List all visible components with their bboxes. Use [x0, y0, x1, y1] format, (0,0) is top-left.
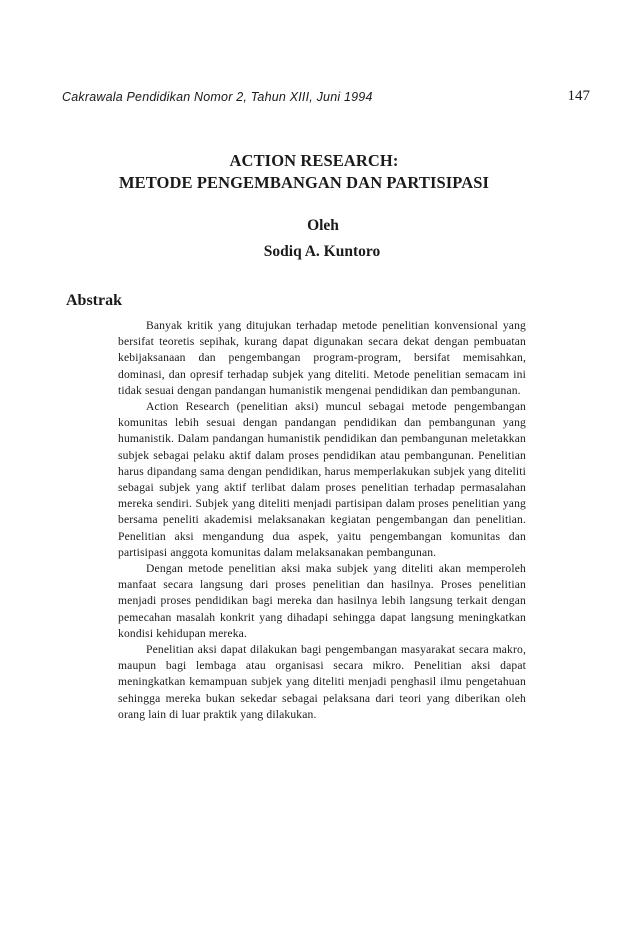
abstract-paragraph: Penelitian aksi dapat dilakukan bagi pengembangan masyarakat secara makro, maupun bagi lembaga atau organisasi secara mikro. Penelitian aksi dapat meningkatkan kemampuan subjek yang diteliti menjadi penghasil ilmu pengetahuan sehingga mereka bukan sekedar sebagai pelaksana dari teori yang diberikan oleh orang lain di luar praktik yang dilakukan.: [118, 643, 526, 721]
abstract-body: [118, 318, 526, 723]
running-header: [62, 88, 590, 108]
article-title: [0, 150, 638, 194]
byline: [0, 214, 638, 264]
author-name: Sodiq A. Kuntoro: [263, 243, 381, 260]
byline-label: Oleh: [307, 217, 339, 234]
abstract-paragraph: Action Research (penelitian aksi) muncul sebagai metode pengembangan komunitas lebih sesuai dengan pandangan pendidikan dan pembangunan yang humanistik. Dalam pandangan humanistik pendidikan dan pembangunan meletakkan subjek sebagai pelaku aktif dalam proses pendidikan atau pembangunan. Penelitian harus dipandang sama dengan pendidikan, harus memperlakukan subjek yang diteliti sebagai subjek yang aktif terlibat dalam proses penelitian terhadap permasalahan mereka sendiri. Subjek yang diteliti menjadi partisipan dalam proses penelitian yang bersama peneliti akademisi melaksanakan kegiatan pengembangan dan penelitian. Penelitian aksi mengandung dua aspek, yaitu pengembangan komunitas dan partisipasi anggota komunitas dalam melaksanakan pembangunan.: [118, 400, 526, 559]
title-line-1: ACTION RESEARCH:: [229, 151, 399, 170]
journal-citation: Cakrawala Pendidikan Nomor 2, Tahun XIII, Juni 1994: [62, 90, 373, 104]
page-number: 147: [567, 88, 590, 104]
abstract-paragraph: Banyak kritik yang ditujukan terhadap metode penelitian konvensional yang bersifat teoretis sepihak, kurang dapat digunakan secara dekat dengan pembuatan kebijaksanaan dan pengembangan program-program, bersifat memisahkan, dominasi, dan opresif terhadap subjek yang diteliti. Metode penelitian semacam ini tidak sesuai dengan pandangan humanistik mengenai pendidikan dan pembangunan.: [118, 319, 526, 397]
abstract-heading: Abstrak: [66, 292, 123, 309]
title-line-2: METODE PENGEMBANGAN DAN PARTISIPASI: [118, 173, 490, 192]
abstract-paragraph: Dengan metode penelitian aksi maka subjek yang diteliti akan memperoleh manfaat secara langsung dari proses penelitian dan hasilnya. Proses penelitian menjadi proses pendidikan bagi mereka dan hasilnya lebih langsung terkait dengan pemecahan masalah konkrit yang dihadapi sehingga dapat langsung meningkatkan kondisi kehidupan mereka.: [118, 562, 526, 640]
